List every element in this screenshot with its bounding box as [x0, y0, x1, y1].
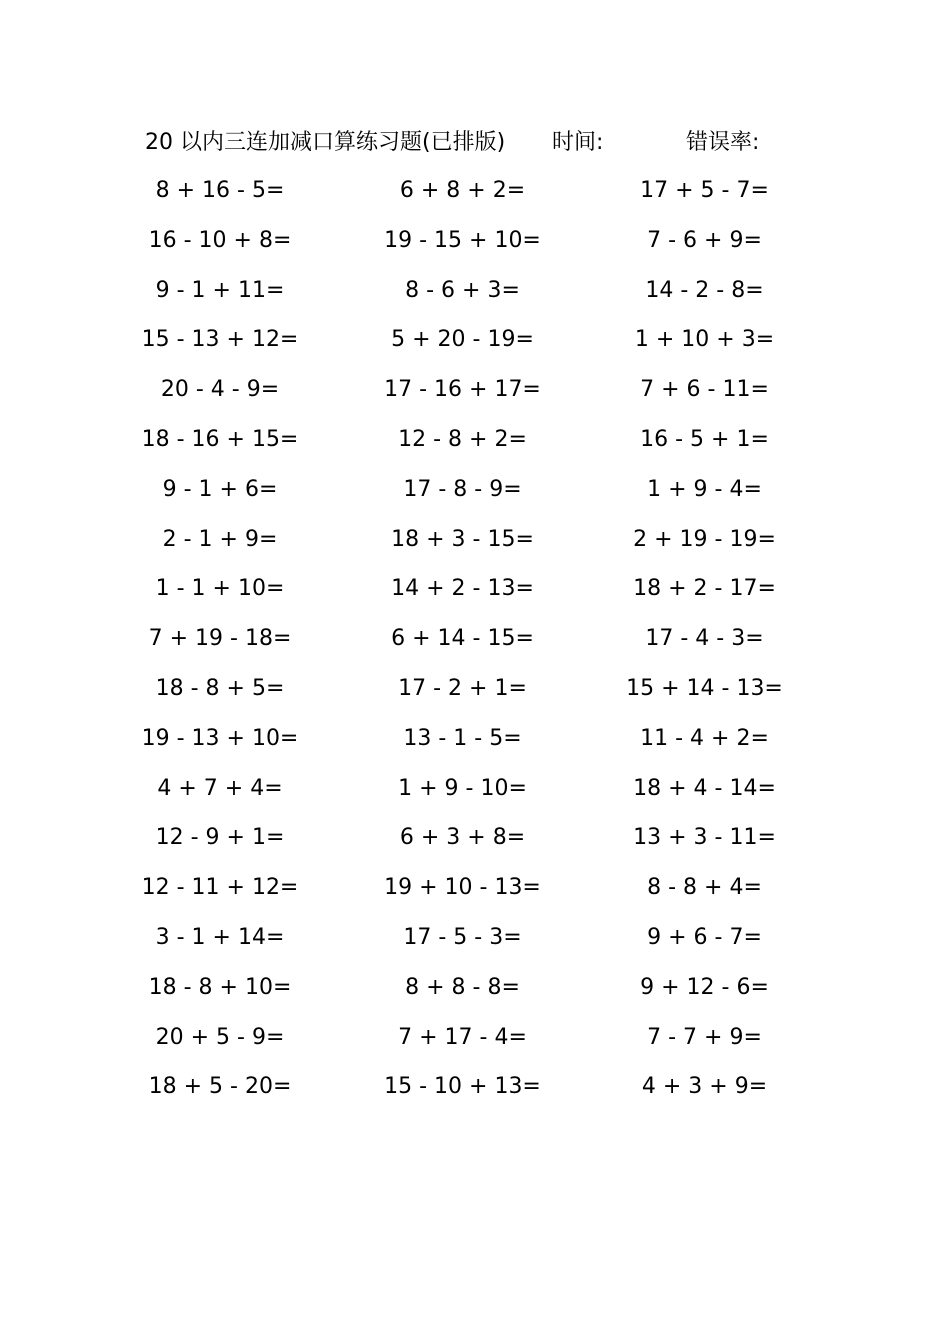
problem-cell: 18 - 8 + 10= — [148, 974, 292, 1000]
problem-cell: 6 + 14 - 15= — [391, 626, 534, 652]
problem-cell: 13 - 1 - 5= — [403, 725, 522, 751]
problem-cell: 9 + 6 - 7= — [647, 924, 762, 950]
worksheet-title: 20 以内三连加减口算练习题(已排版) — [145, 130, 506, 155]
problem-row — [0, 921, 950, 971]
problem-cell: 11 - 4 + 2= — [640, 725, 769, 751]
problem-cell: 7 + 17 - 4= — [398, 1024, 527, 1050]
problem-cell: 8 + 16 - 5= — [155, 178, 285, 203]
problem-row — [0, 274, 950, 324]
problem-row — [0, 174, 950, 224]
problem-row — [0, 323, 950, 373]
problem-cell: 8 - 6 + 3= — [405, 277, 520, 303]
problem-row — [0, 423, 950, 473]
problem-cell: 14 + 2 - 13= — [391, 576, 534, 602]
problem-cell: 19 + 10 - 13= — [384, 875, 541, 901]
problem-cell: 4 + 3 + 9= — [641, 1074, 768, 1100]
problem-row — [0, 722, 950, 772]
problem-cell: 3 - 1 + 14= — [155, 924, 285, 950]
problem-cell: 9 + 12 - 6= — [640, 974, 769, 1000]
problem-cell: 4 + 7 + 4= — [157, 775, 283, 801]
problem-cell: 9 - 1 + 6= — [162, 476, 278, 502]
problem-row — [0, 572, 950, 622]
problem-cell: 17 - 8 - 9= — [403, 476, 522, 502]
problem-cell: 17 - 16 + 17= — [384, 377, 541, 403]
problem-row — [0, 473, 950, 523]
problem-row — [0, 224, 950, 274]
problem-cell: 20 - 4 - 9= — [160, 377, 280, 403]
problem-row — [0, 772, 950, 822]
problem-cell: 12 - 9 + 1= — [155, 825, 285, 851]
problem-cell: 6 + 8 + 2= — [399, 178, 526, 203]
problem-cell: 18 - 16 + 15= — [141, 426, 299, 452]
problem-cell: 18 + 3 - 15= — [391, 526, 534, 552]
problem-cell: 8 + 8 - 8= — [405, 974, 520, 1000]
problem-cell: 17 - 2 + 1= — [398, 675, 527, 701]
error-rate-label: 错误率: — [686, 130, 760, 155]
problem-cell: 1 + 10 + 3= — [634, 327, 775, 353]
problem-row — [0, 821, 950, 871]
problem-cell: 1 + 9 - 10= — [398, 775, 527, 801]
problem-cell: 17 - 4 - 3= — [645, 626, 764, 652]
time-label: 时间: — [552, 130, 604, 155]
problem-cell: 5 + 20 - 19= — [391, 327, 534, 353]
problem-row — [0, 871, 950, 921]
problem-cell: 8 - 8 + 4= — [647, 875, 762, 901]
problem-row — [0, 523, 950, 573]
problem-cell: 7 + 6 - 11= — [640, 377, 769, 403]
problem-cell: 20 + 5 - 9= — [155, 1024, 285, 1050]
problem-cell: 12 - 11 + 12= — [141, 875, 299, 901]
problem-cell: 2 + 19 - 19= — [633, 526, 776, 552]
problem-cell: 1 + 9 - 4= — [647, 476, 762, 502]
problem-cell: 15 + 14 - 13= — [626, 675, 783, 701]
problem-cell: 2 - 1 + 9= — [162, 526, 278, 552]
problem-row — [0, 622, 950, 672]
problem-cell: 18 + 4 - 14= — [633, 775, 776, 801]
problem-grid — [0, 174, 950, 1120]
problem-cell: 15 - 10 + 13= — [384, 1074, 541, 1100]
problem-row — [0, 1070, 950, 1120]
problem-cell: 16 - 10 + 8= — [148, 227, 292, 253]
problem-cell: 15 - 13 + 12= — [141, 327, 299, 353]
problem-row — [0, 373, 950, 423]
problem-cell: 18 - 8 + 5= — [155, 675, 285, 701]
problem-cell: 6 + 3 + 8= — [399, 825, 526, 851]
worksheet-header — [0, 126, 950, 160]
problem-cell: 19 - 15 + 10= — [384, 227, 541, 253]
problem-cell: 19 - 13 + 10= — [141, 725, 299, 751]
problem-row — [0, 1021, 950, 1071]
problem-cell: 17 - 5 - 3= — [403, 924, 522, 950]
problem-cell: 9 - 1 + 11= — [155, 277, 285, 303]
problem-cell: 14 - 2 - 8= — [645, 277, 764, 303]
problem-cell: 18 + 5 - 20= — [148, 1074, 292, 1100]
problem-cell: 18 + 2 - 17= — [633, 576, 776, 602]
problem-row — [0, 971, 950, 1021]
problem-row — [0, 672, 950, 722]
problem-cell: 16 - 5 + 1= — [640, 426, 769, 452]
problem-cell: 7 - 6 + 9= — [647, 227, 762, 253]
problem-cell: 1 - 1 + 10= — [155, 576, 285, 602]
problem-cell: 7 - 7 + 9= — [647, 1024, 762, 1050]
problem-cell: 13 + 3 - 11= — [633, 825, 776, 851]
problem-cell: 7 + 19 - 18= — [148, 626, 292, 652]
problem-cell: 17 + 5 - 7= — [640, 178, 769, 203]
problem-cell: 12 - 8 + 2= — [398, 426, 527, 452]
